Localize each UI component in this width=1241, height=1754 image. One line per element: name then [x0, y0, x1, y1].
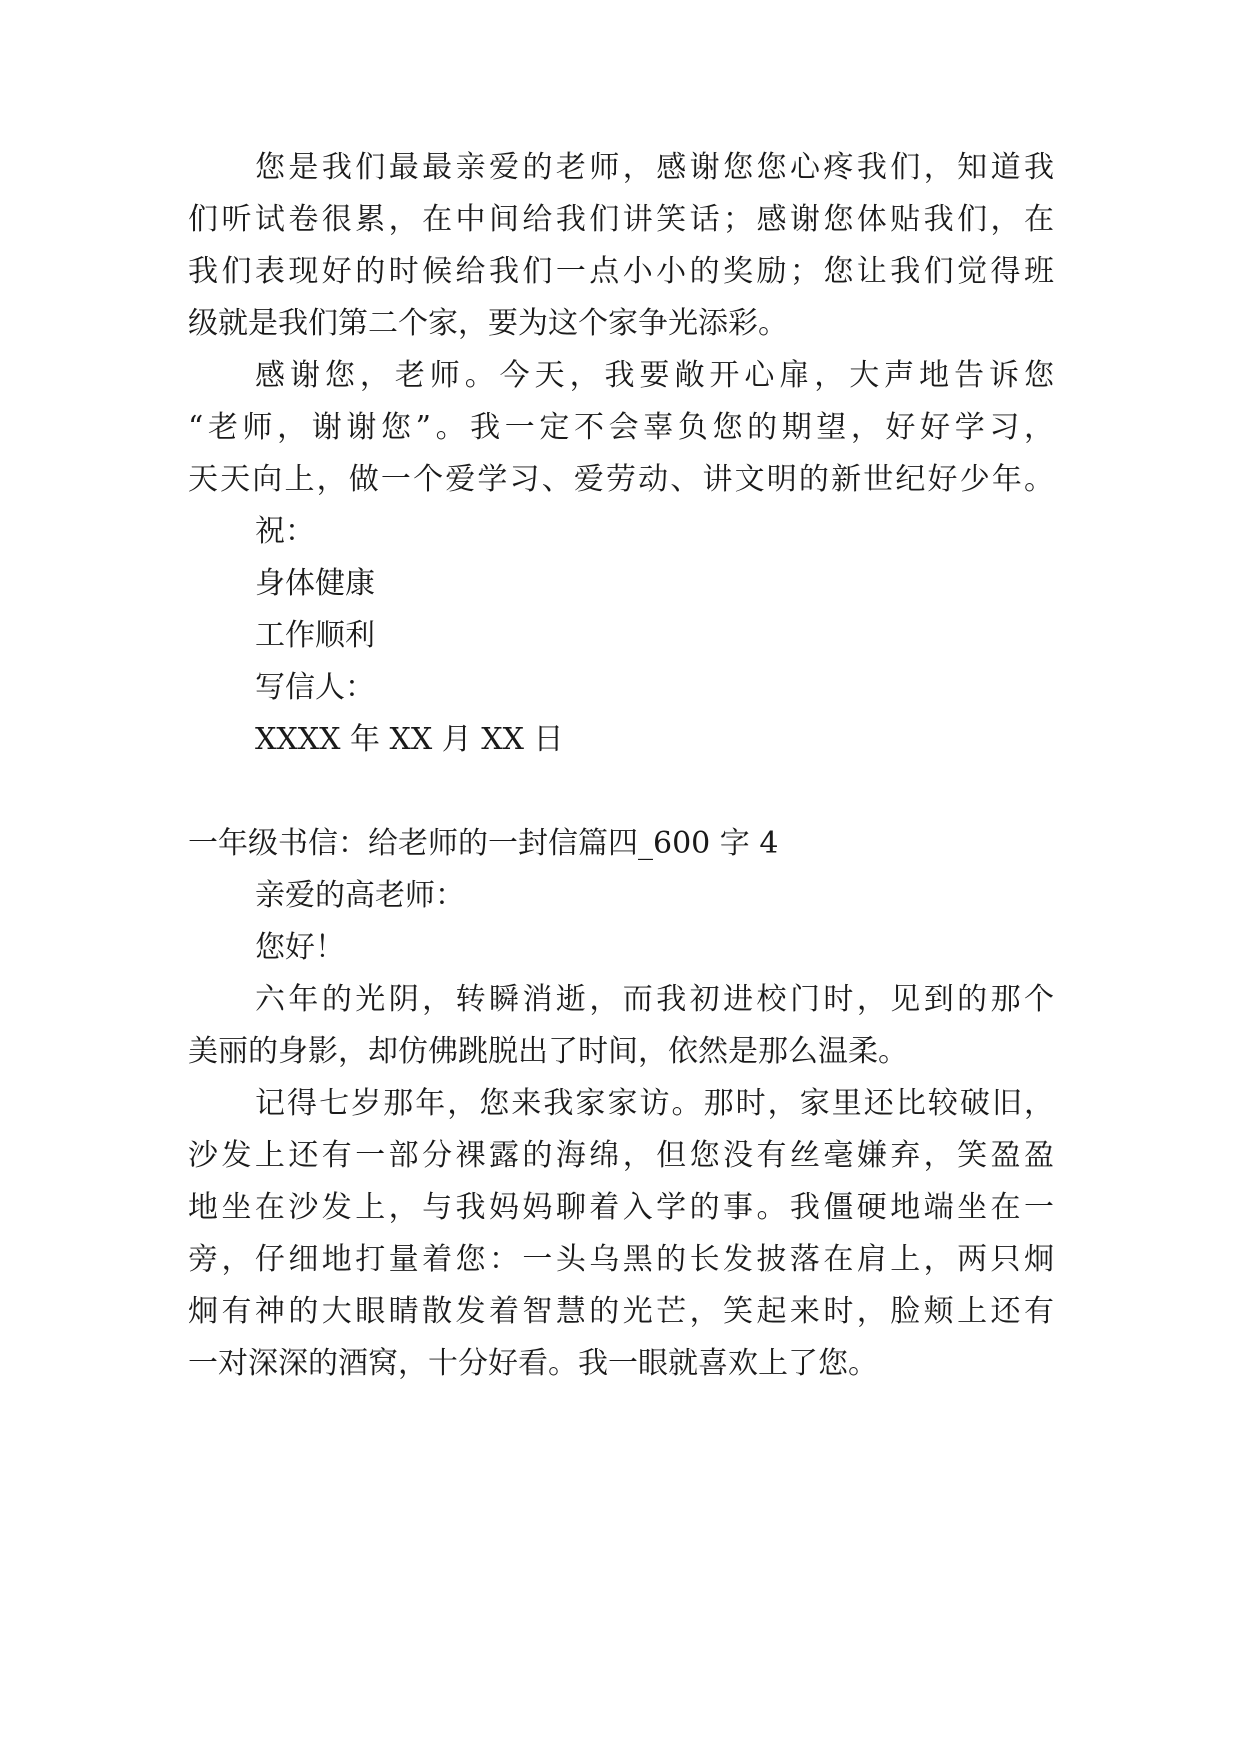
body-line: 级就是我们第二个家，要为这个家争光添彩。 — [188, 306, 788, 341]
body-line: 六年的光阴，转瞬消逝，而我初进校门时，见到的那个 — [255, 982, 1054, 1017]
body-line: 美丽的身影，却仿佛跳脱出了时间，依然是那么温柔。 — [188, 1034, 908, 1069]
body-line: 感谢您，老师。今天，我要敞开心扉，大声地告诉您 — [255, 358, 1054, 393]
body-line: 地坐在沙发上，与我妈妈聊着入学的事。我僵硬地端坐在一 — [188, 1190, 1054, 1225]
section-title: 一年级书信：给老师的一封信篇四_600 字 4 — [188, 826, 779, 861]
closing-wish-line: 工作顺利 — [255, 618, 375, 653]
body-line: 天天向上，做一个爱学习、爱劳动、讲文明的新世纪好少年。 — [188, 462, 1054, 497]
letter-date: XXXX 年 XX 月 XX 日 — [255, 722, 564, 757]
closing-wish-line: 身体健康 — [255, 566, 375, 601]
body-line: 我们表现好的时候给我们一点小小的奖励；您让我们觉得班 — [188, 254, 1054, 289]
body-line: 您是我们最最亲爱的老师，感谢您您心疼我们，知道我 — [255, 150, 1054, 185]
body-line: 们听试卷很累，在中间给我们讲笑话；感谢您体贴我们，在 — [188, 202, 1054, 237]
body-line: 一对深深的酒窝，十分好看。我一眼就喜欢上了您。 — [188, 1346, 878, 1381]
closing-wish: 祝： — [255, 514, 315, 549]
body-line: “老师，谢谢您”。我一定不会辜负您的期望，好好学习， — [188, 410, 1054, 445]
greeting: 您好！ — [255, 930, 345, 965]
body-line: 记得七岁那年，您来我家家访。那时，家里还比较破旧， — [255, 1086, 1054, 1121]
salutation: 亲爱的高老师： — [255, 878, 465, 913]
body-line: 旁，仔细地打量着您：一头乌黑的长发披落在肩上，两只炯 — [188, 1242, 1054, 1277]
body-line: 炯有神的大眼睛散发着智慧的光芒，笑起来时，脸颊上还有 — [188, 1294, 1054, 1329]
body-line: 沙发上还有一部分裸露的海绵，但您没有丝毫嫌弃，笑盈盈 — [188, 1138, 1054, 1173]
writer-label: 写信人： — [255, 670, 375, 705]
